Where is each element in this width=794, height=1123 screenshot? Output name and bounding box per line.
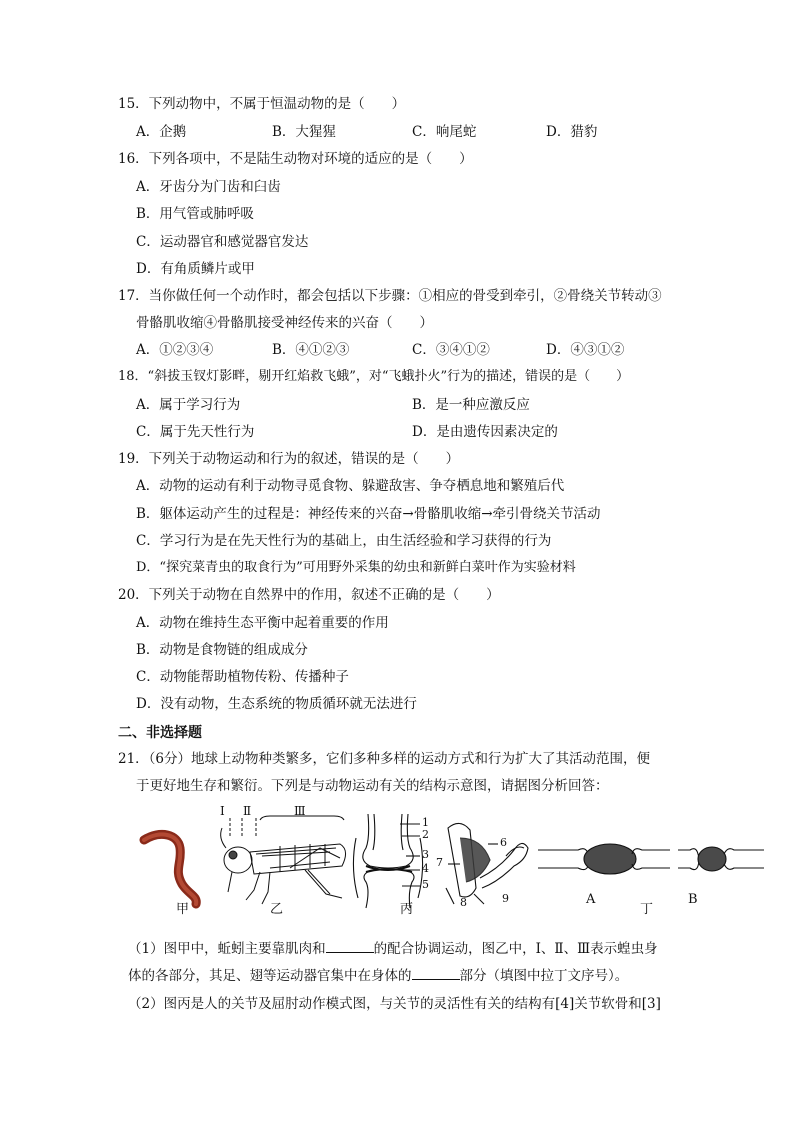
q20-option-c: C．动物能帮助植物传粉、传播种子 (136, 669, 349, 685)
label-n3: 3 (422, 848, 429, 861)
q15-stem: 15．下列动物中，不属于恒温动物的是（ ） (118, 96, 406, 112)
q21-sub1-text-c: 体的各部分，其足、翅等运动器官集中在身体的 (128, 968, 412, 984)
label-n1: 1 (422, 816, 429, 829)
label-b: B (688, 892, 698, 907)
label-yi: 乙 (270, 902, 284, 917)
q19-option-d: D．“探究菜青虫的取食行为”可用野外采集的幼虫和新鲜白菜叶作为实验材料 (136, 560, 576, 575)
q18-option-a: A．属于学习行为 (136, 397, 241, 413)
arm-drawing (446, 823, 528, 904)
label-n9: 9 (502, 892, 509, 905)
q15-option-b: B．大猩猩 (272, 124, 336, 140)
label-n5: 5 (422, 878, 429, 891)
earthworm-drawing (144, 834, 196, 904)
q21-sub1-line1 (128, 940, 658, 958)
label-roman-3: Ⅲ (294, 804, 306, 818)
q16-option-a: A．牙齿分为门齿和臼齿 (136, 179, 281, 195)
q15-option-d: D．猎豹 (546, 124, 598, 140)
label-ding: 丁 (640, 902, 654, 917)
q19-option-a: A．动物的运动有利于动物寻觅食物、躲避敌害、争夺栖息地和繁殖后代 (136, 478, 565, 494)
q19-stem: 19．下列关于动物运动和行为的叙述，错误的是（ ） (118, 451, 460, 467)
q15-option-c: C．响尾蛇 (412, 124, 477, 140)
q17-stem-line2: 骨骼肌收缩④骨骼肌接受神经传来的兴奋（ ） (136, 315, 433, 331)
section-heading: 二、非选择题 (118, 725, 202, 741)
q16-option-b: B．用气管或肺呼吸 (136, 206, 254, 222)
joint-drawing (353, 814, 422, 908)
q19-option-b: B．躯体运动产生的过程是：神经传来的兴奋→骨骼肌收缩→牵引骨绕关节活动 (136, 506, 601, 522)
q21-sub1-text-b: 的配合协调运动，图乙中，Ⅰ、Ⅱ、Ⅲ表示蝗虫身 (373, 941, 658, 957)
q18-stem: 18．“斜拔玉钗灯影畔，剔开红焰救飞蛾”，对“飞蛾扑火”行为的描述，错误的是（ ） (118, 369, 630, 384)
q17-option-a: A．①②③④ (136, 342, 214, 358)
label-n6: 6 (500, 836, 507, 849)
label-n2: 2 (422, 828, 429, 841)
q20-option-a: A．动物在维持生态平衡中起着重要的作用 (136, 615, 389, 631)
grasshopper-drawing (221, 816, 346, 904)
label-n4: 4 (422, 862, 429, 875)
figure-drawing (130, 808, 770, 920)
label-roman-1: Ⅰ (220, 804, 225, 818)
q21-stem-line2: 于更好地生存和繁衍。下列是与动物运动有关的结构示意图，请据图分析回答： (136, 778, 609, 794)
q19-option-c: C．学习行为是在先天性行为的基础上，由生活经验和学习获得的行为 (136, 533, 552, 549)
q16-option-d: D．有角质鳞片或甲 (136, 261, 255, 277)
q16-stem: 16．下列各项中，不是陆生动物对环境的适应的是（ ） (118, 151, 473, 167)
q21-sub1-line2 (128, 967, 628, 985)
q18-option-b: B．是一种应激反应 (412, 397, 530, 413)
q17-option-c: C．③④①② (412, 342, 490, 358)
q18-option-c: C．属于先天性行为 (136, 424, 255, 440)
label-bing: 丙 (400, 902, 414, 917)
answer-blank-2[interactable] (412, 967, 460, 980)
q15-option-a: A．企鹅 (136, 124, 187, 140)
answer-blank-1[interactable] (326, 940, 374, 953)
q20-option-d: D．没有动物，生态系统的物质循环就无法进行 (136, 696, 417, 712)
q21-sub1-text-d: 部分（填图中拉丁文序号）。 (459, 968, 629, 984)
label-n8: 8 (460, 896, 467, 909)
q17-option-b: B．④①②③ (272, 342, 350, 358)
label-n7: 7 (436, 856, 443, 869)
q17-stem-line1: 17．当你做任何一个动作时，都会包括以下步骤：①相应的骨受到牵引，②骨绕关节转动③ (118, 288, 662, 304)
q16-option-c: C．运动器官和感觉器官发达 (136, 234, 309, 250)
q21-sub1-text-a: （1）图甲中，蚯蚓主要靠肌肉和 (128, 941, 326, 957)
q20-stem: 20．下列关于动物在自然界中的作用，叙述不正确的是（ ） (118, 587, 500, 603)
q21-stem-line1: 21．（6分）地球上动物种类繁多，它们多种多样的运动方式和行为扩大了其活动范围，便 (118, 751, 651, 767)
q21-figure (130, 804, 770, 920)
q18-option-d: D．是由遗传因素决定的 (412, 424, 558, 440)
label-a: A (586, 892, 596, 907)
q21-sub2-line1: （2）图丙是人的关节及屈肘动作模式图，与关节的灵活性有关的结构有[4]关节软骨和[3] (128, 996, 661, 1012)
ding-drawing (538, 844, 764, 874)
q17-option-d: D．④③①② (546, 342, 625, 358)
q20-option-b: B．动物是食物链的组成成分 (136, 642, 308, 658)
label-roman-2: Ⅱ (243, 804, 252, 818)
label-jia: 甲 (176, 902, 190, 917)
